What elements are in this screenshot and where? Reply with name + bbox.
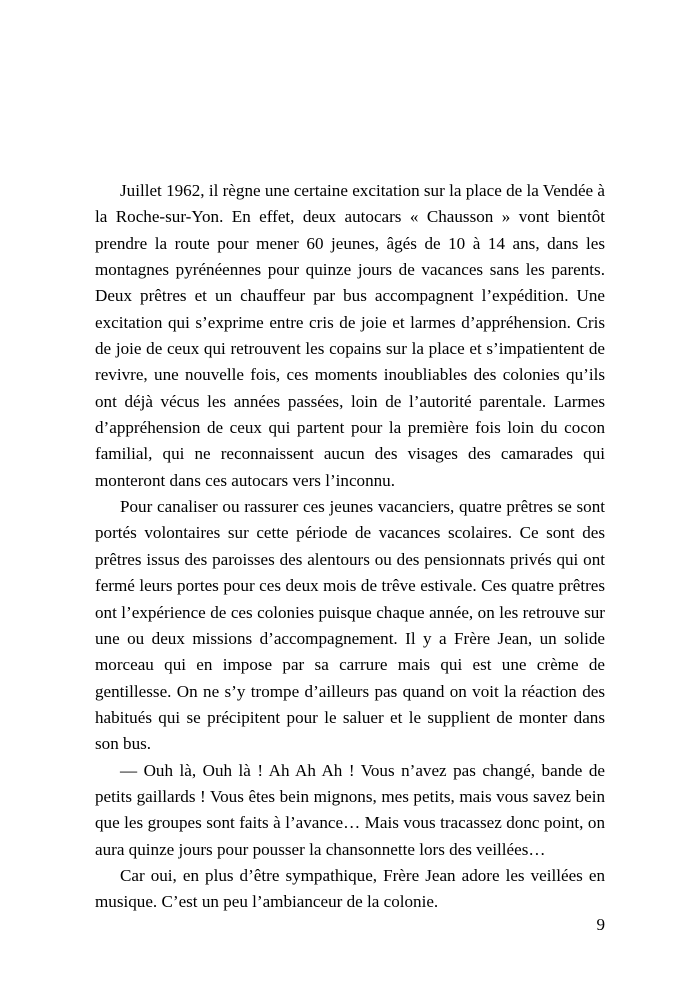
paragraph-1: Juillet 1962, il règne une certaine excitation sur la place de la Vendée à la Roche-sur-Yon. En effet, deux autocars « Chausson » vont bientôt prendre la route pour mener 60 jeunes, âgés de 10 à 14 ans, dans les montagnes pyrénéennes pour quinze jours de vacances sans les parents. Deux prêtres et un chauffeur par bus accompagnent l’expédition. Une excitation qui s’exprime entre cris de joie et larmes d’appréhension. Cris de joie de ceux qui retrouvent les copains sur la place et s’impatientent de revivre, une nouvelle fois, ces moments inoubliables des colonies qu’ils ont déjà vécus les années passées, loin de l’autorité parentale. Larmes d’appréhension de ceux qui partent pour la première fois loin du cocon familial, qui ne reconnaissent aucun des visages des camarades qui monteront dans ces autocars vers l’inconnu.: [95, 181, 605, 490]
paragraph-4: Car oui, en plus d’être sympathique, Frère Jean adore les veillées en musique. C’est un peu l’ambianceur de la colonie.: [95, 865, 605, 912]
paragraph-2: Pour canaliser ou rassurer ces jeunes vacanciers, quatre prêtres se sont portés volontaires sur cette période de vacances scolaires. Ce sont des prêtres issus des paroisses des alentours ou des pensionnats privés qui ont fermé leurs portes pour ces deux mois de trêve estivale. Ces quatre prêtres ont l’expérience de ces colonies puisque chaque année, on les retrouve sur une ou deux missions d’accompagnement. Il y a Frère Jean, un solide morceau qui en impose par sa carrure mais qui est une crème de gentillesse. On ne s’y trompe d’ailleurs pas quand on voit la réaction des habitués qui se précipitent pour le saluer et le supplient de monter dans son bus.: [95, 497, 605, 754]
page-body: [95, 178, 605, 916]
paragraph-3-dialogue: — Ouh là, Ouh là ! Ah Ah Ah ! Vous n’avez pas changé, bande de petits gaillards ! Vous êtes bein mignons, mes petits, mais vous savez bein que les groupes sont faits à l’avance… Mais vous tracassez donc point, on aura quinze jours pour pousser la chansonnette lors des veillées…: [95, 760, 605, 859]
page-number: 9: [596, 915, 605, 934]
